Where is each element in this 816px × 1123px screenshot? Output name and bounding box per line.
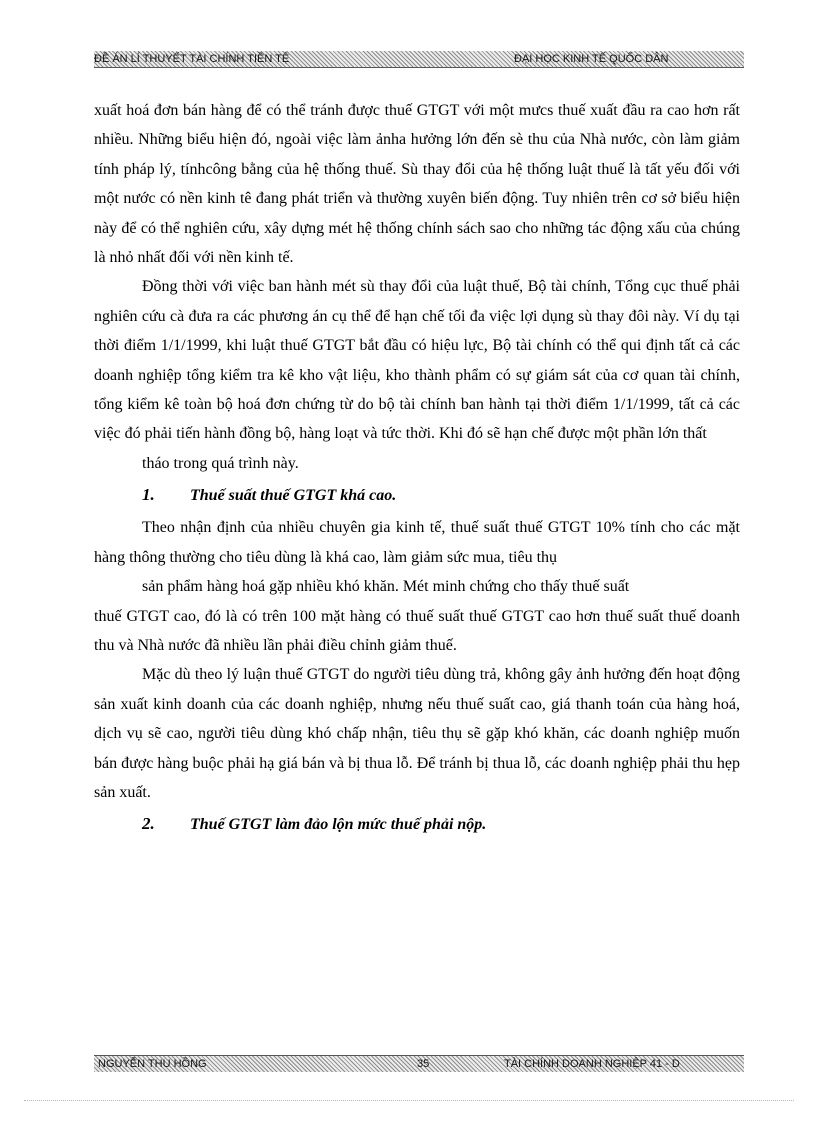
paragraph-2: Đồng thời với việc ban hành mét sù thay đổi của luật thuế, Bộ tài chính, Tổng cục thuế phải nghiên cứu cà đưa ra các phương án cụ thể để hạn chế tối đa việc lợi dụng sù thay đôi này. Ví dụ tại thời điểm 1/1/1999, khi luật thuế GTGT bắt đầu có hiệu lực, Bộ tài chính có thể qui định tất cả các doanh nghiệp tổng kiểm tra kê kho vật liệu, kho thành phẩm có sự giám sát của cơ quan tài chính, tổng kiểm kê toàn bộ hoá đơn chứng từ do bộ tài chính ban hành tại thời điểm 1/1/1999, tất cả các việc đó phải tiến hành đồng bộ, hàng loạt và tức thời. Khi đó sẽ hạn chế được một phần lớn thất [94, 278, 740, 443]
section-heading-2 [94, 807, 740, 842]
section-heading-1-title: Thuế suất thuế GTGT khá cao. [190, 487, 397, 505]
section-heading-2-title: Thuế GTGT làm đảo lộn mức thuế phải nộp. [190, 816, 487, 834]
page-bottom-divider [24, 1100, 794, 1101]
document-body [94, 96, 740, 842]
page-header [94, 51, 744, 68]
section-heading-1-number: 1. [142, 485, 155, 505]
paragraph-2-continuation: tháo trong quá trình này. [142, 454, 299, 472]
footer-page-number: 35 [417, 1058, 430, 1070]
paragraph-3-continuation: sản phẩm hàng hoá gặp nhiều khó khăn. Mét minh chứng cho thấy thuế suất [142, 578, 630, 596]
paragraph-1: xuất hoá đơn bán hàng để có thể tránh được thuế GTGT với một mưcs thuế xuất đầu ra cao hơn rất nhiều. Những biểu hiện đó, ngoài việc làm ảnha hưởng lớn đến sè thu của Nhà nước, còn làm giảm tính pháp lý, tínhcông bằng của hệ thống thuế. Sù thay đổi của hệ thống luật thuế là tất yếu đối với một nước có nền kinh tê đang phát triển và thường xuyên biến động. Tuy nhiên trên cơ sở biểu hiện này để có thể nghiên cứu, xây dựng mét hệ thống chính sách sao cho những tác động xấu của chúng là nhỏ nhất đối với nền kinh tế. [94, 102, 740, 267]
footer-right-text: TÀI CHÍNH DOANH NGHIỆP 41 - D [504, 1058, 680, 1070]
header-right-text: ĐẠI HỌC KINH TẾ QUỐC DÂN [514, 53, 669, 65]
footer-author: NGUYỄN THU HỒNG [98, 1058, 207, 1070]
page-footer [94, 1055, 744, 1072]
header-left-text: ĐỀ ÁN LÍ THUYẾT TÀI CHÍNH TIỀN TỆ [94, 53, 290, 65]
paragraph-3-tail: thuế GTGT cao, đó là có trên 100 mặt hàng có thuế suất thuế GTGT cao hơn thuế suất thuế doanh thu và Nhà nước đã nhiều lần phải điều chỉnh giảm thuế. [94, 607, 740, 654]
paragraph-4: Mặc dù theo lý luận thuế GTGT do người tiêu dùng trả, không gây ảnh hưởng đến hoạt động sản xuất kinh doanh của các doanh nghiệp, nhưng nếu thuế suất cao, giá thanh toán của hàng hoá, dịch vụ sẽ cao, người tiêu dùng khó chấp nhận, tiêu thụ sẽ gặp khó khăn, các doanh nghiệp muốn bán được hàng buộc phải hạ giá bán và bị thua lỗ. Để tránh bị thua lỗ, các doanh nghiệp phải thu hẹp sản xuất. [94, 666, 740, 801]
section-heading-2-number: 2. [142, 814, 155, 834]
section-heading-1 [94, 478, 740, 513]
paragraph-3: Theo nhận định của nhiều chuyên gia kinh tế, thuế suất thuế GTGT 10% tính cho các mặt hàng thông thường cho tiêu dùng là khá cao, làm giảm sức mua, tiêu thụ [94, 519, 740, 566]
